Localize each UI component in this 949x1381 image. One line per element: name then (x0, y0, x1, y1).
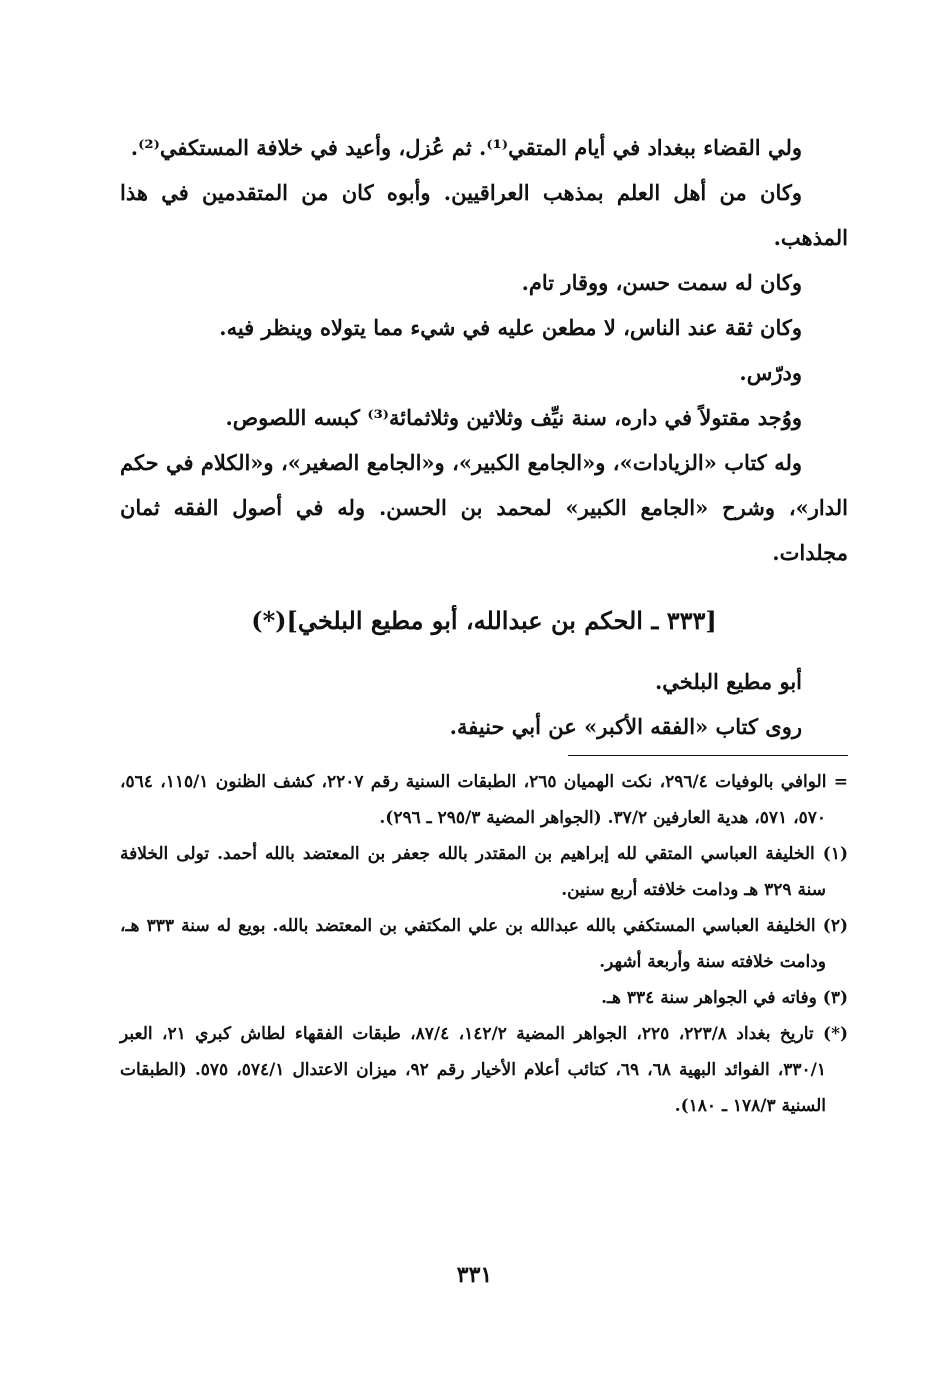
entry-text (120, 659, 848, 749)
footnote-divider (568, 755, 848, 756)
footnote-item: (*) تاريخ بغداد ٢٢٣/٨، ٢٢٥، الجواهر المضية ١٤٢/٢، ٨٧/٤، طبقات الفقهاء لطاش كبري ٢١، العبر ٣٣٠/١، الفوائد البهية ٦٨، ٦٩، كتائب أعلام الأخيار رقم ٩٢، ميزان الاعتدال ٥٧٤/١، ٥٧٥. (الطبقات السنية ١٧٨/٣ ـ ١٨٠). (120, 1024, 849, 1116)
body-paragraph: وكان من أهل العلم بمذهب العراقيين. وأبوه كان من المتقدمين في هذا المذهب. (120, 180, 848, 250)
body-paragraph: وكان له سمت حسن، ووقار تام. (521, 270, 802, 295)
footnote-continuation: = الوافي بالوفيات ٢٩٦/٤، نكت الهميان ٢٦٥، الطبقات السنية رقم ٢٢٠٧، كشف الظنون ١١٥/١، ٥٦٤، ٥٧٠، ٥٧١، هدية العارفين ٣٧/٢. (الجواهر المضية ٢٩٥/٣ ـ ٢٩٦). (120, 772, 848, 828)
page-content (120, 125, 848, 1124)
entry-paragraph: روى كتاب «الفقه الأكبر» عن أبي حنيفة. (449, 714, 802, 739)
body-paragraph: ووُجد مقتولاً في داره، سنة نيِّف وثلاثين وثلاثمائة⁽³⁾ كبسه اللصوص. (225, 405, 802, 430)
entry-paragraph: أبو مطيع البلخي. (654, 669, 802, 694)
body-paragraph: وكان ثقة عند الناس، لا مطعن عليه في شيء مما يتولاه وينظر فيه. (219, 315, 802, 340)
main-text (120, 125, 848, 575)
body-paragraph: ولي القضاء ببغداد في أيام المتقي⁽¹⁾. ثم عُزل، وأعيد في خلافة المستكفي⁽²⁾. (130, 135, 802, 160)
body-paragraph: وله كتاب «الزيادات»، و«الجامع الكبير»، و«الجامع الصغير»، و«الكلام في حكم الدار»، وشرح «الجامع الكبير» لمحمد بن الحسن. وله في أصول الفقه ثمان مجلدات. (120, 450, 848, 565)
footnote-item: (٢) الخليفة العباسي المستكفي بالله عبدالله بن علي المكتفي بن المعتضد بالله. بويع له سنة ٣٣٣ هـ، ودامت خلافته سنة وأربعة أشهر. (120, 916, 848, 972)
body-paragraph: ودرّس. (739, 360, 802, 385)
footnotes (120, 764, 848, 1124)
page-number: ٣٣١ (456, 1262, 493, 1288)
entry-heading: [٣٣٣ ـ الحكم بن عبدالله، أبو مطيع البلخي](*) (251, 606, 717, 635)
footnote-item: (٣) وفاته في الجواهر سنة ٣٣٤ هـ. (601, 988, 848, 1008)
footnote-item: (١) الخليفة العباسي المتقي لله إبراهيم بن المقتدر بالله جعفر بن المعتضد بالله أحمد. تولى الخلافة سنة ٣٢٩ هـ ودامت خلافته أربع سنين. (120, 844, 848, 900)
